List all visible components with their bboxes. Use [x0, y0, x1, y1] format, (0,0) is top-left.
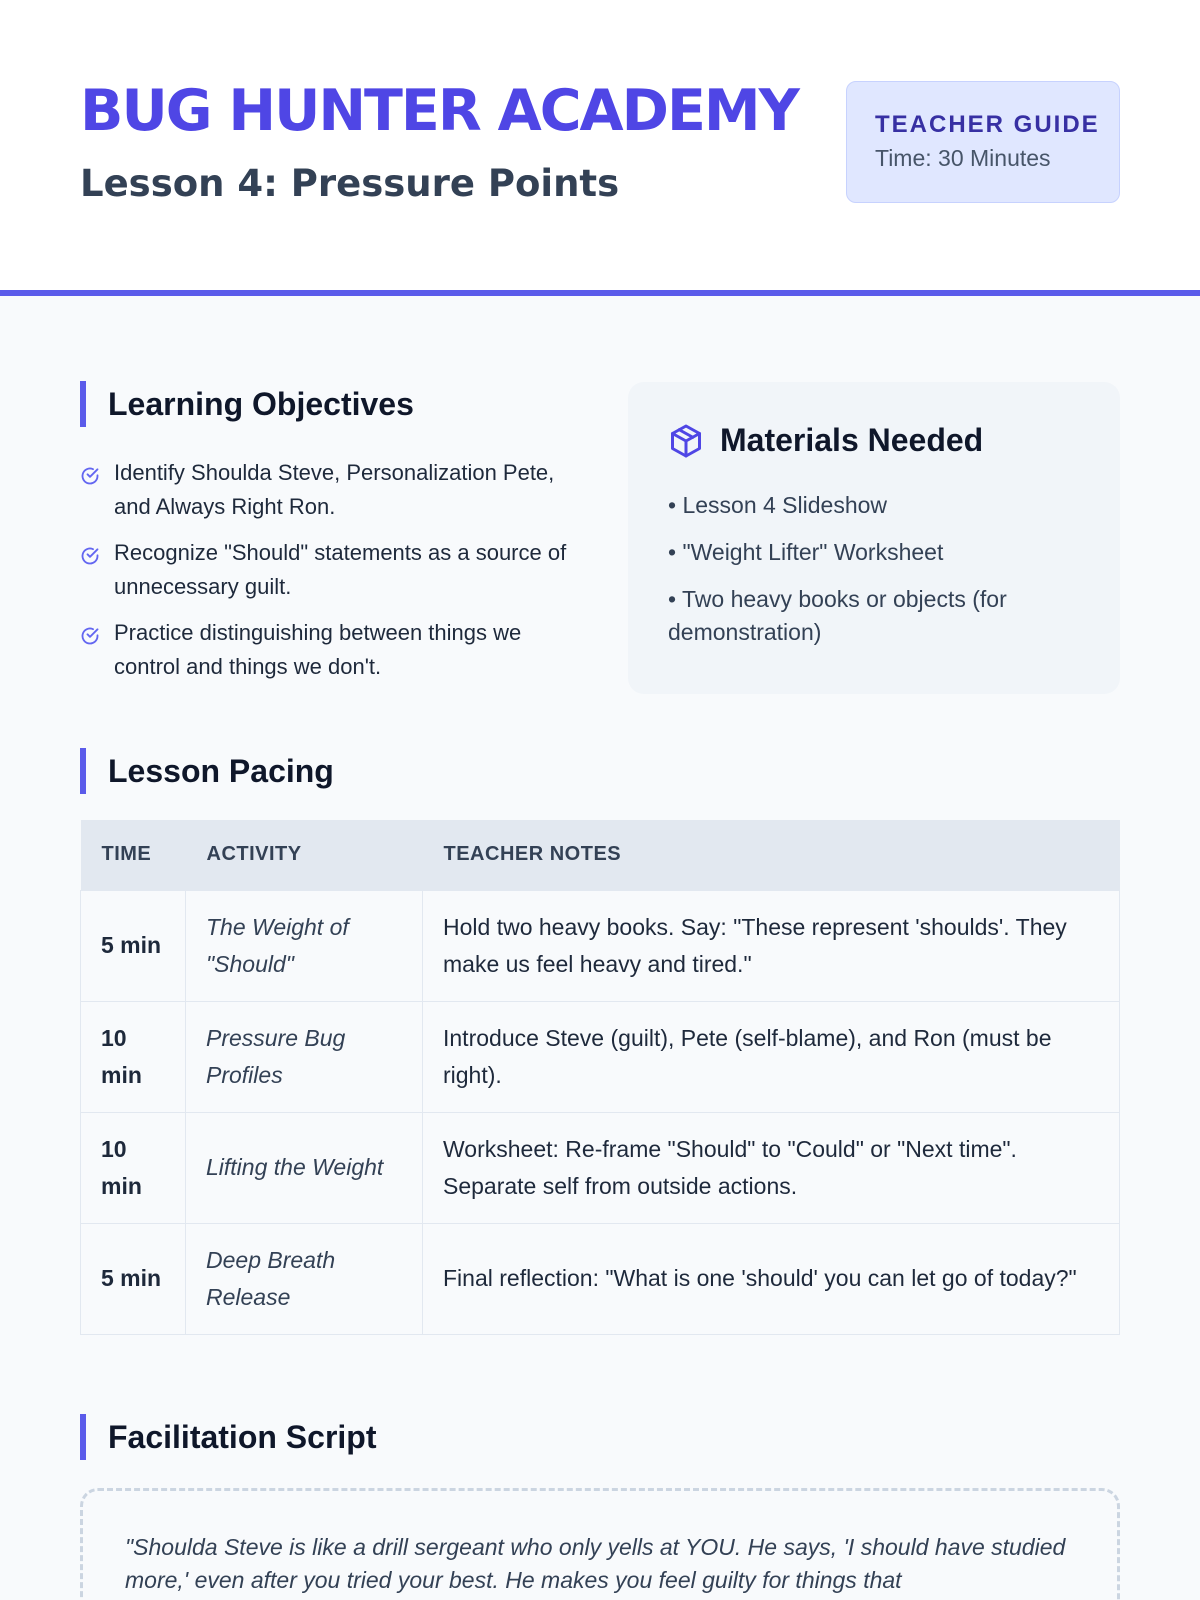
guide-time: Time: 30 Minutes	[875, 145, 1051, 171]
materials-heading-row	[668, 422, 1080, 459]
table-header-row	[81, 820, 1120, 890]
notes-cell: Introduce Steve (guilt), Pete (self-blame), and Ron (must be right).	[423, 1001, 1120, 1112]
package-icon	[668, 423, 704, 459]
activity-cell: Lifting the Weight	[186, 1112, 423, 1223]
activity-cell: Pressure Bug Profiles	[186, 1001, 423, 1112]
objective-text: Practice distinguishing between things we control and things we don't.	[114, 620, 522, 679]
facilitation-script-box	[80, 1488, 1120, 1600]
teacher-guide-badge	[846, 81, 1120, 203]
objectives-heading: Learning Objectives	[80, 381, 414, 427]
materials-list	[668, 489, 1080, 649]
column-header-time: TIME	[81, 820, 186, 890]
time-cell: 10 min	[81, 1001, 186, 1112]
material-item: • Lesson 4 Slideshow	[668, 492, 888, 518]
objectives-list	[80, 456, 580, 696]
table-row	[81, 1223, 1120, 1334]
check-circle-icon	[80, 546, 100, 566]
column-header-activity: ACTIVITY	[186, 820, 423, 890]
materials-heading: Materials Needed	[720, 422, 984, 458]
script-heading: Facilitation Script	[80, 1414, 376, 1460]
objective-text: Recognize "Should" statements as a source of unnecessary guilt.	[114, 540, 567, 599]
page-header	[0, 0, 1200, 296]
objective-item	[80, 536, 580, 604]
table-row	[81, 1112, 1120, 1223]
objective-text: Identify Shoulda Steve, Personalization Pete, and Always Right Ron.	[114, 460, 555, 519]
table-row	[81, 1001, 1120, 1112]
material-item: • "Weight Lifter" Worksheet	[668, 539, 944, 565]
table-row	[81, 890, 1120, 1001]
notes-cell: Final reflection: "What is one 'should' you can let go of today?"	[423, 1223, 1120, 1334]
pacing-table	[80, 820, 1120, 1335]
objective-item	[80, 456, 580, 524]
pacing-heading: Lesson Pacing	[80, 748, 334, 794]
notes-cell: Hold two heavy books. Say: "These represent 'shoulds'. They make us feel heavy and tired."	[423, 890, 1120, 1001]
activity-cell: Deep Breath Release	[186, 1223, 423, 1334]
check-circle-icon	[80, 466, 100, 486]
objective-item	[80, 616, 580, 684]
time-cell: 10 min	[81, 1112, 186, 1223]
script-text: "Shoulda Steve is like a drill sergeant who only yells at YOU. He says, 'I should have studied more,' even after you tried your best. He makes you feel guilty for things that	[125, 1534, 1066, 1593]
time-cell: 5 min	[81, 890, 186, 1001]
material-item: • Two heavy books or objects (for demonstration)	[668, 586, 1007, 645]
time-cell: 5 min	[81, 1223, 186, 1334]
check-circle-icon	[80, 626, 100, 646]
notes-cell: Worksheet: Re-frame "Should" to "Could" or "Next time". Separate self from outside actions.	[423, 1112, 1120, 1223]
page-title: BUG HUNTER ACADEMY	[80, 78, 798, 144]
guide-label: TEACHER GUIDE	[875, 111, 1100, 138]
lesson-subtitle: Lesson 4: Pressure Points	[80, 162, 620, 205]
materials-card	[628, 382, 1120, 694]
column-header-notes: TEACHER NOTES	[423, 820, 1120, 890]
activity-cell: The Weight of "Should"	[186, 890, 423, 1001]
